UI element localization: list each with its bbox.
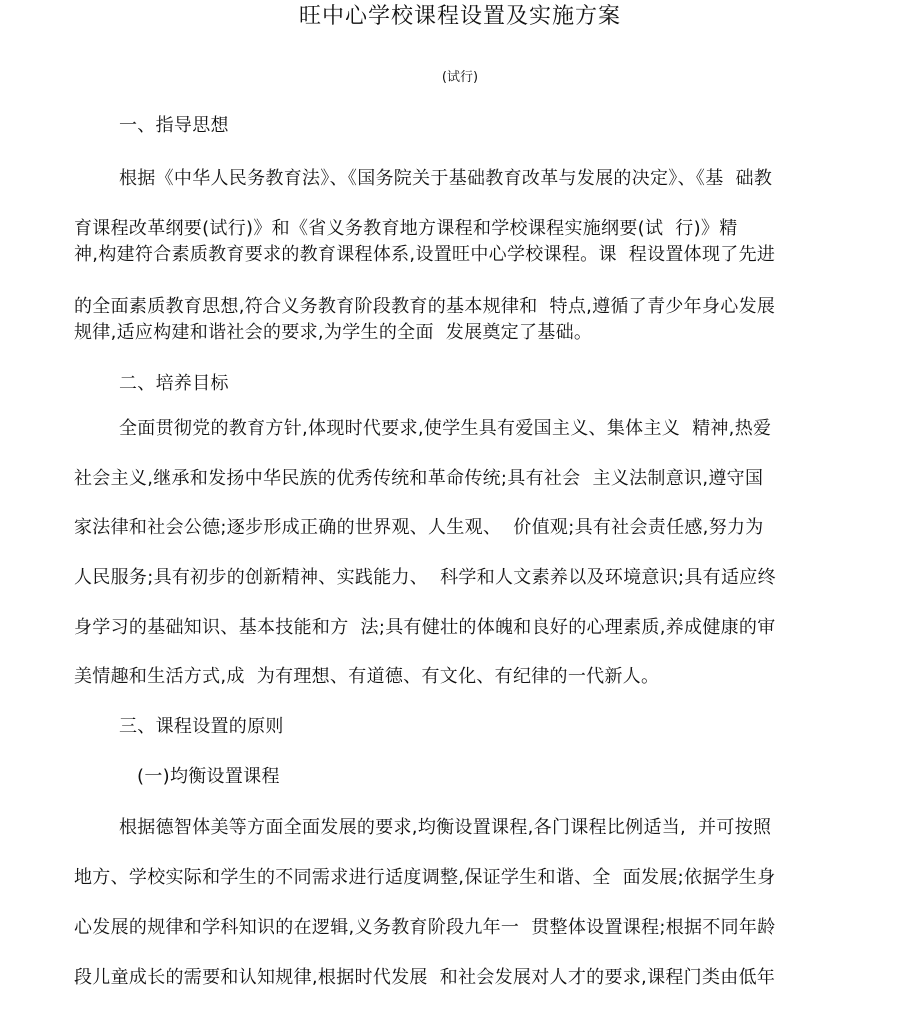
paragraph-line: 身学习的基础知识、基本技能和方 法;具有健壮的体魄和良好的心理素质,养成健康的审 [74,617,776,638]
paragraph-line: 根据德智体美等方面全面发展的要求,均衡设置课程,各门课程比例适当, 并可按照 [119,817,772,838]
subsection-heading-balanced-courses: (一)均衡设置课程 [137,766,280,787]
document-subtitle: (试行) [441,70,479,85]
section-heading-course-principles: 三、课程设置的原则 [119,716,284,737]
paragraph-line: 神,构建符合素质教育要求的教育课程体系,设置旺中心学校课程。课 程设置体现了先进 [74,244,776,265]
document-title: 旺中心学校课程设置及实施方案 [298,4,621,29]
paragraph-line: 根据《中华人民务教育法》、《国务院关于基础教育改革与发展的决定》、《基 础教 [119,168,773,189]
section-heading-training-goals: 二、培养目标 [119,373,229,394]
paragraph-line: 家法律和社会公德;逐步形成正确的世界观、人生观、 价值观;具有社会责任感,努力为 [74,517,764,538]
paragraph-line: 人民服务;具有初步的创新精神、实践能力、 科学和人文素养以及环境意识;具有适应终 [74,567,776,588]
paragraph-line: 的全面素质教育思想,符合义务教育阶段教育的基本规律和 特点,遵循了青少年身心发展 [74,296,776,317]
paragraph-line: 心发展的规律和学科知识的在逻辑,义务教育阶段九年一 贯整体设置课程;根据不同年龄 [74,917,776,938]
paragraph-line: 地方、学校实际和学生的不同需求进行适度调整,保证学生和谐、全 面发展;依据学生身 [74,867,776,888]
paragraph-line: 规律,适应构建和谐社会的要求,为学生的全面 发展奠定了基础。 [74,322,593,343]
paragraph-line: 全面贯彻党的教育方针,体现时代要求,使学生具有爱国主义、集体主义 精神,热爱 [119,418,772,439]
paragraph-line: 育课程改革纲要(试行)》和《省义务教育地方课程和学校课程实施纲要(试 行)》精 [74,218,738,239]
paragraph-line: 社会主义,继承和发扬中华民族的优秀传统和革命传统;具有社会 主义法制意识,遵守国 [74,468,764,489]
paragraph-line: 美情趣和生活方式,成 为有理想、有道德、有文化、有纪律的一代新人。 [74,666,660,687]
paragraph-line: 段儿童成长的需要和认知规律,根据时代发展 和社会发展对人才的要求,课程门类由低年 [74,967,776,988]
section-heading-guiding-ideology: 一、指导思想 [119,115,229,136]
